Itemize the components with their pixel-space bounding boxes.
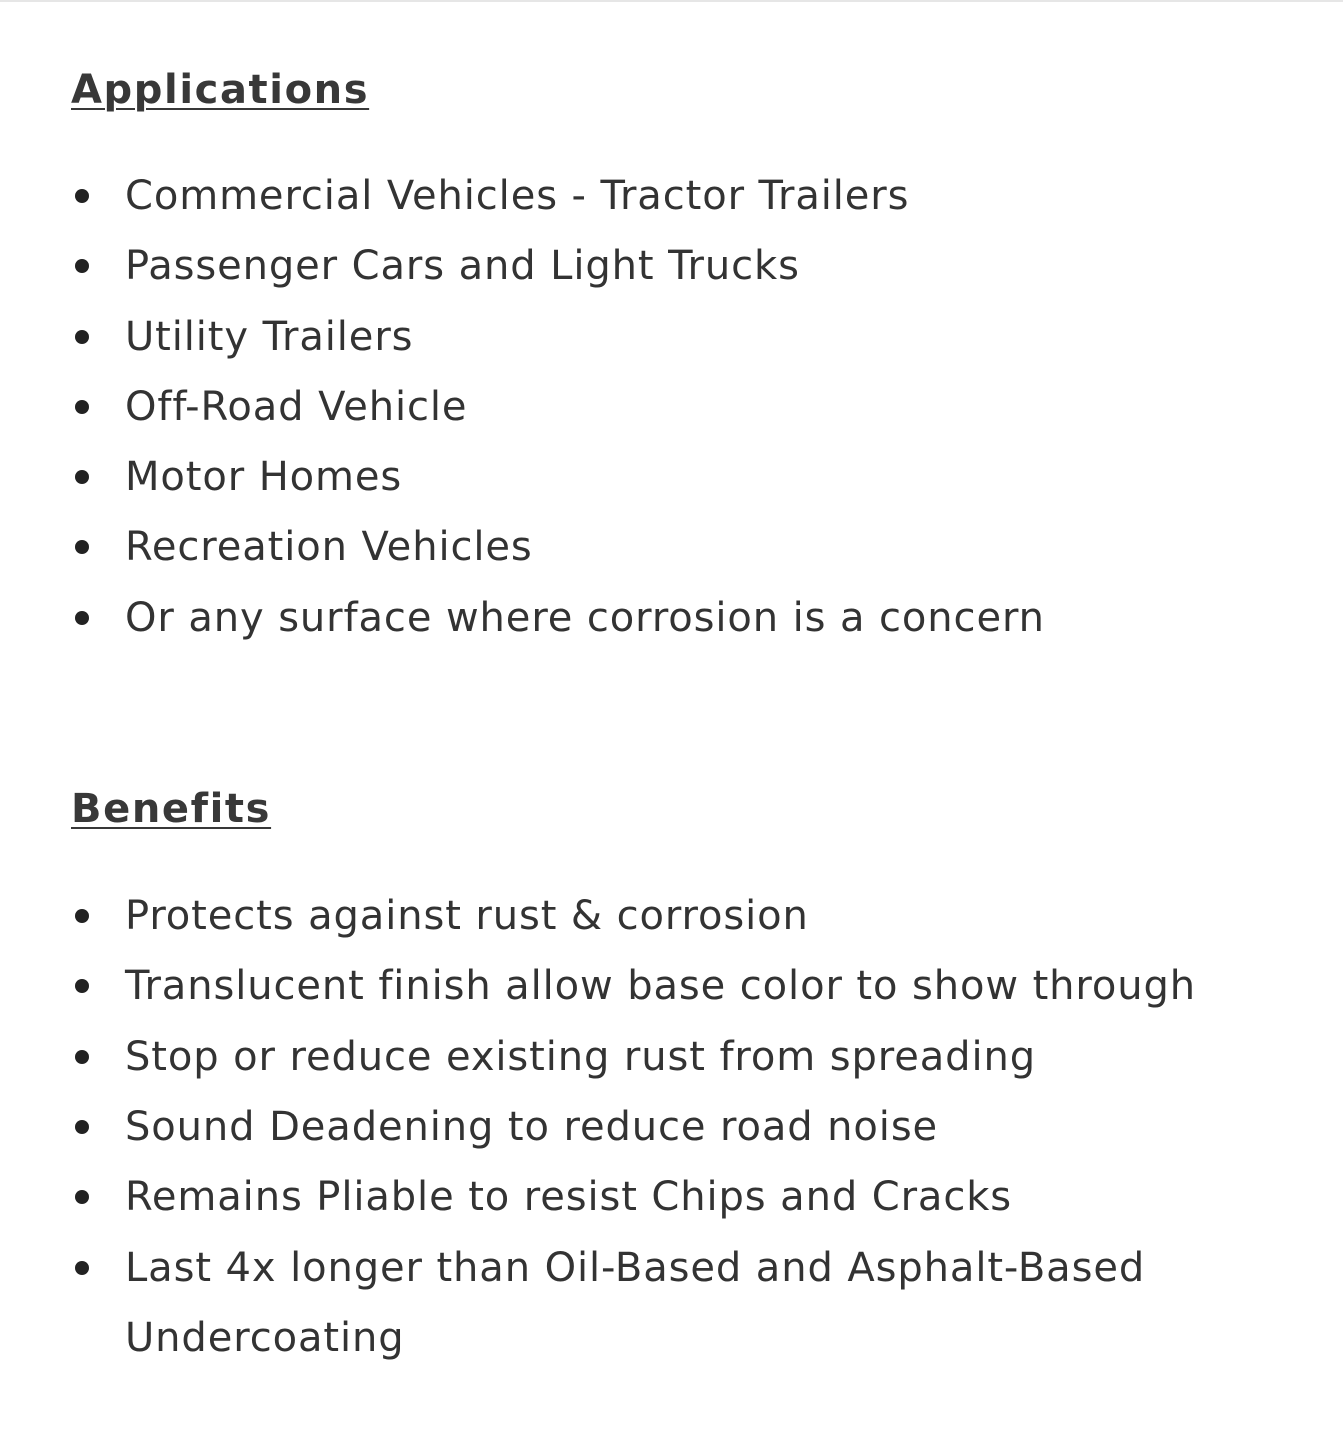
list-item: Motor Homes bbox=[71, 442, 1301, 512]
list-item: Protects against rust & corrosion bbox=[71, 881, 1301, 951]
list-item: Utility Trailers bbox=[71, 302, 1301, 372]
top-divider bbox=[0, 0, 1343, 2]
benefits-list bbox=[71, 881, 1301, 1373]
list-item: Recreation Vehicles bbox=[71, 512, 1301, 582]
list-item: Commercial Vehicles - Tractor Trailers bbox=[71, 161, 1301, 231]
benefits-heading: Benefits bbox=[71, 786, 272, 833]
list-item: Last 4x longer than Oil-Based and Asphalt-Based Undercoating bbox=[71, 1233, 1301, 1374]
product-description bbox=[71, 64, 1301, 1373]
list-item: Translucent finish allow base color to show through bbox=[71, 951, 1301, 1021]
applications-heading: Applications bbox=[71, 67, 370, 113]
list-item: Sound Deadening to reduce road noise bbox=[71, 1092, 1301, 1162]
list-item: Or any surface where corrosion is a concern bbox=[71, 583, 1301, 653]
applications-list bbox=[71, 161, 1301, 653]
list-item: Stop or reduce existing rust from spreading bbox=[71, 1022, 1301, 1092]
list-item: Off-Road Vehicle bbox=[71, 372, 1301, 442]
list-item: Passenger Cars and Light Trucks bbox=[71, 231, 1301, 301]
list-item: Remains Pliable to resist Chips and Cracks bbox=[71, 1162, 1301, 1232]
